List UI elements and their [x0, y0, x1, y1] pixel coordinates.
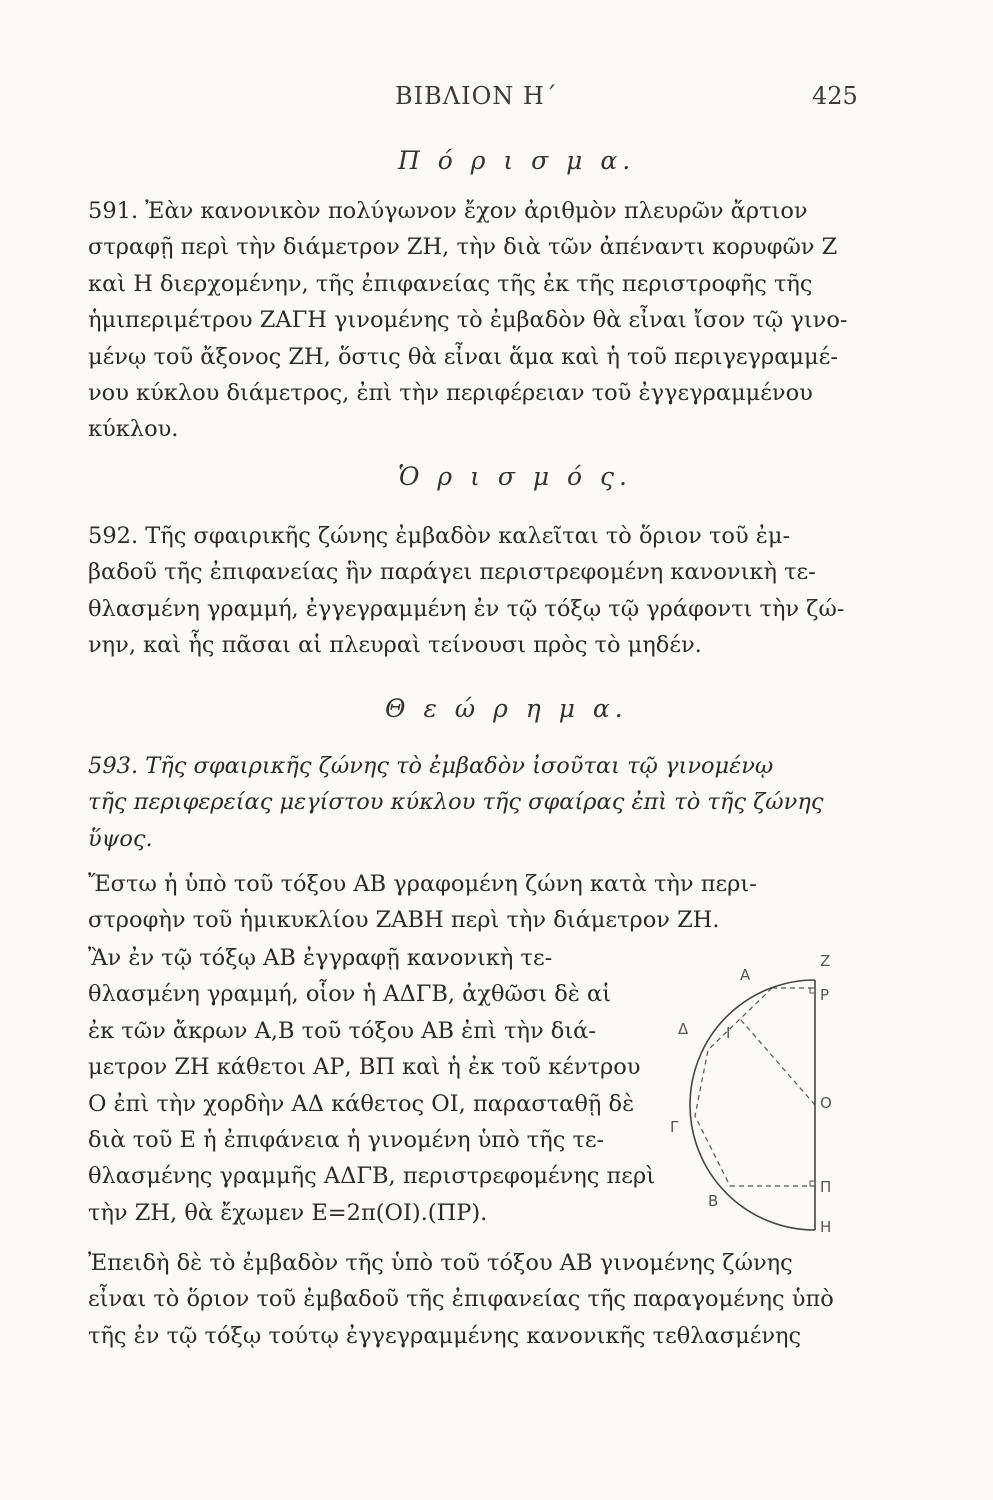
text-line: θλασμένης γραμμῆς ΑΔΓΒ, περιστρεφομένης περὶ — [88, 1163, 656, 1190]
running-head — [0, 82, 993, 122]
label-i: I — [726, 1024, 731, 1042]
text-line: θλασμένη γραμμή, ἐγγεγραμμένη ἐν τῷ τόξῳ τῷ γράφοντι τὴν ζώ- — [88, 595, 845, 622]
label-pi: Π — [820, 1178, 832, 1196]
text-line: στροφὴν τοῦ ἡμικυκλίου ΖΑΒΗ περὶ τὴν διάμετρον ΖΗ. — [88, 907, 720, 934]
text-line: ὕψος. — [88, 825, 153, 852]
text-line: νην, καὶ ἧς πᾶσαι αἱ πλευραὶ τείνουσι πρὸς τὸ μηδέν. — [88, 632, 702, 659]
text-line: διὰ τοῦ Ε ἡ ἐπιφάνεια ἡ γινομένη ὑπὸ τῆς τε- — [88, 1127, 605, 1154]
text-line: στραφῇ περὶ τὴν διάμετρον ΖΗ, τὴν διὰ τῶν ἀπέναντι κορυφῶν Ζ — [88, 234, 838, 261]
label-b: B — [708, 1192, 719, 1210]
text-line: καὶ Η διερχομένην, τῆς ἐπιφανείας τῆς ἐκ τῆς περιστροφῆς τῆς — [88, 270, 813, 297]
text-line: τῆς περιφερείας μεγίστου κύκλου τῆς σφαίρας ἐπὶ τὸ τῆς ζώνης — [88, 789, 824, 816]
page-number: 425 — [812, 82, 858, 110]
text-line: εἶναι τὸ ὅριον τοῦ ἐμβαδοῦ τῆς ἐπιφανείας τῆς παραγομένης ὑπὸ — [88, 1286, 834, 1313]
orismos-heading: Ὁ ρ ι σ μ ό ς. — [398, 462, 632, 491]
text-line: θλασμένη γραμμή, οἷον ἡ ΑΔΓΒ, ἀχθῶσι δὲ αἱ — [88, 981, 612, 1008]
segment-oi — [740, 1019, 815, 1105]
text-line: Ο ἐπὶ τὴν χορδὴν ΑΔ κάθετος ΟΙ, παρασταθῇ δὲ — [88, 1090, 635, 1117]
label-p: P — [820, 986, 830, 1004]
text-line: νου κύκλου διάμετρος, ἐπὶ τὴν περιφέρειαν τοῦ ἐγγεγραμμένου — [88, 380, 813, 407]
text-line: Ἂν ἐν τῷ τόξῳ ΑΒ ἐγγραφῇ κανονικὴ τε- — [88, 945, 553, 971]
theorem-statement — [88, 748, 858, 857]
label-z: Z — [820, 952, 831, 970]
text-line: βαδοῦ τῆς ἐπιφανείας ἣν παράγει περιστρεφομένη κανονικὴ τε- — [88, 559, 816, 586]
text-line: μένῳ τοῦ ἄξονος ΖΗ, ὅστις θὰ εἶναι ἅμα καὶ ἡ τοῦ περιγεγραμμέ- — [88, 343, 838, 370]
text-line: Ἔστω ἡ ὑπὸ τοῦ τόξου ΑΒ γραφομένη ζώνη κατὰ τὴν περι- — [88, 871, 757, 897]
semicircle-figure — [660, 948, 850, 1248]
text-line: κύκλου. — [88, 416, 179, 443]
label-o: O — [820, 1094, 832, 1112]
theorem-proof — [88, 866, 858, 939]
text-line: μετρον ΖΗ κάθετοι ΑΡ, ΒΠ καὶ ἡ ἐκ τοῦ κέντρου — [88, 1054, 641, 1081]
label-g: Γ — [670, 1118, 679, 1136]
porisma-heading: Π ό ρ ι σ μ α. — [398, 146, 636, 175]
text-line: τὴν ΖΗ, θὰ ἔχωμεν Ε=2π(ΟΙ).(ΠΡ). — [88, 1199, 488, 1226]
text-line: Ἐπειδὴ δὲ τὸ ἐμβαδὸν τῆς ὑπὸ τοῦ τόξου ΑΒ γινομένης ζώνης — [88, 1250, 793, 1276]
continuation-paragraph — [88, 1245, 858, 1354]
running-title: ΒΙΒΛΙΟΝ Η΄ — [395, 82, 558, 110]
figure-description — [88, 940, 658, 1231]
text-line: 593. Τῆς σφαιρικῆς ζώνης τὸ ἐμβαδὸν ἰσοῦται τῷ γινομένῳ — [88, 753, 774, 779]
text-line: 592. Τῆς σφαιρικῆς ζώνης ἐμβαδὸν καλεῖται τὸ ὅριον τοῦ ἐμ- — [88, 523, 791, 549]
text-line: τῆς ἐν τῷ τόξῳ τούτῳ ἐγγεγραμμένης κανονικῆς τεθλασμένης — [88, 1322, 802, 1349]
paragraph-592 — [88, 518, 858, 664]
broken-line-adgb — [695, 988, 772, 1186]
label-a: A — [740, 966, 751, 984]
label-d: Δ — [678, 1020, 689, 1038]
label-h: H — [820, 1218, 832, 1236]
text-line: ἐκ τῶν ἄκρων Α,Β τοῦ τόξου ΑΒ ἐπὶ τὴν διά- — [88, 1017, 596, 1044]
theorema-heading: Θ ε ώ ρ η μ α. — [385, 694, 628, 723]
paragraph-591 — [88, 193, 858, 448]
text-line: 591. Ἐὰν κανονικὸν πολύγωνον ἔχον ἀριθμὸν πλευρῶν ἄρτιον — [88, 198, 808, 224]
text-line: ἡμιπεριμέτρου ΖΑΓΗ γινομένης τὸ ἐμβαδὸν θὰ εἶναι ἴσον τῷ γινο- — [88, 307, 848, 334]
